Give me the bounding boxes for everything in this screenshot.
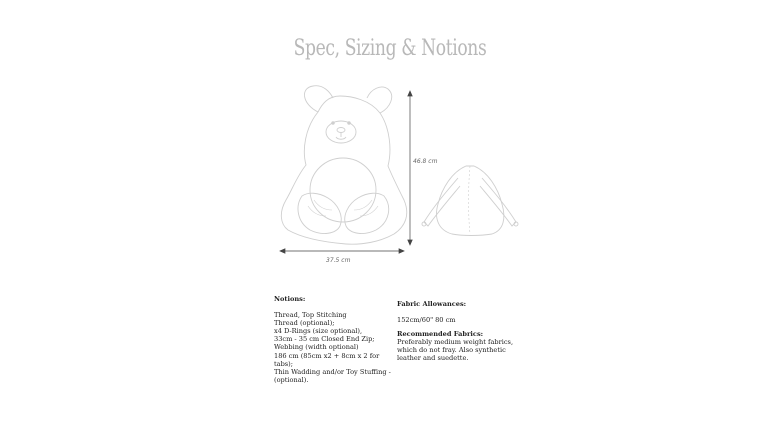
- height-dimension-line: [408, 91, 412, 245]
- notions-section: [274, 295, 391, 384]
- left-strap: [424, 178, 460, 226]
- notions-line: 186 cm (85cm x2 + 8cm x 2 for: [274, 351, 380, 360]
- page-title: Spec, Sizing & Notions: [293, 36, 487, 61]
- fabric-width-value: 152cm/60": [397, 316, 434, 325]
- right-eye: [348, 122, 351, 125]
- recommended-fabrics-heading: Recommended Fabrics:: [397, 330, 484, 338]
- right-leg: [345, 193, 389, 233]
- nose: [337, 128, 345, 133]
- height-dimension-label: 46.8 cm: [413, 158, 438, 165]
- fabric-allowances-section: [397, 300, 517, 324]
- notions-heading: Notions:: [274, 295, 306, 303]
- fabric-length-value: 80 cm: [435, 316, 456, 325]
- recommended-fabrics-section: [397, 330, 517, 362]
- notions-line: (optional).: [274, 375, 309, 384]
- bear-front-view: [281, 86, 406, 244]
- belly: [310, 158, 376, 222]
- notions-line: Thread (optional);: [274, 319, 335, 328]
- width-dimension-label: 37.5 cm: [326, 257, 351, 264]
- recommended-fabrics-line: leather and suedette.: [397, 354, 469, 363]
- notions-line: tabs);: [274, 359, 293, 368]
- left-eye: [332, 122, 335, 125]
- right-strap: [480, 178, 516, 226]
- notions-line: Thin Wadding and/or Toy Stuffing -: [274, 367, 391, 376]
- width-dimension-line: [280, 249, 404, 253]
- notions-line: 33cm - 35 cm Closed End Zip;: [274, 335, 375, 344]
- recommended-fabrics-line: Preferably medium weight fabrics,: [397, 338, 514, 347]
- recommended-fabrics-line: which do not fray. Also synthetic: [397, 346, 506, 355]
- right-ear: [367, 87, 392, 113]
- backpack-side-view: [422, 166, 518, 236]
- notions-line: x4 D-Rings (size optional),: [274, 327, 363, 336]
- side-body: [437, 166, 504, 236]
- left-leg: [298, 193, 341, 233]
- notions-line: Webbing (width optional): [274, 343, 359, 352]
- fabric-allowances-heading: Fabric Allowances:: [397, 300, 467, 308]
- notions-line: Thread, Top Stitching: [274, 311, 347, 320]
- fabric-allowances-row: [397, 316, 517, 324]
